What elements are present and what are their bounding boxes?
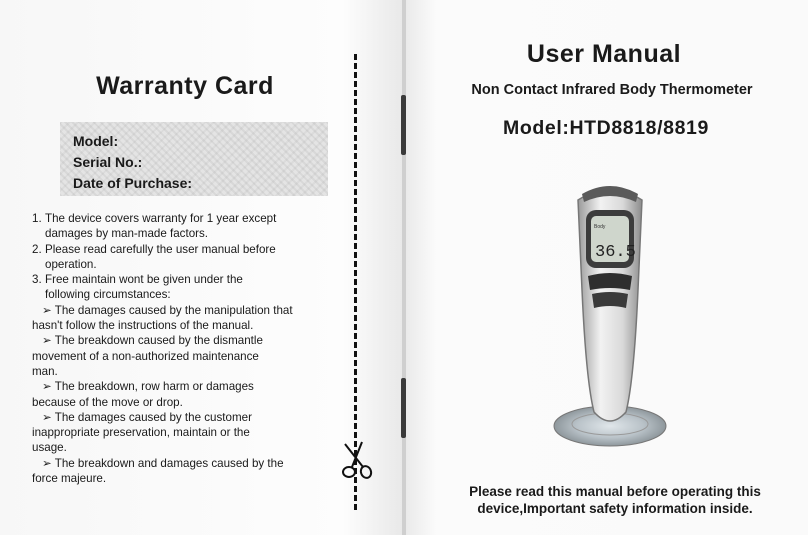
circumstance-item: ➢ The breakdown caused by the dismantle movement of a non-authorized maintenance man. [32, 334, 263, 378]
lcd-reading: 36.5 [595, 243, 636, 262]
circumstance-item: ➢ The damages caused by the customer inappropriate preservation, maintain or the usage. [32, 410, 252, 455]
circumstance-item: ➢ The damages caused by the manipulation that hasn't follow the instructions of the manual. [32, 303, 293, 333]
bullet-arrow-icon: ➢ [42, 303, 52, 317]
scissors-icon [340, 438, 374, 482]
circumstance-item: ➢ The breakdown, row harm or damages because of the move or drop. [32, 380, 254, 409]
safety-notice: Please read this manual before operating this device,Important safety information inside. [469, 484, 761, 516]
warranty-title: Warranty Card [96, 72, 274, 100]
book-spine [402, 0, 406, 535]
spine-staple [401, 378, 406, 438]
serial-field-label: Serial No.: [73, 154, 143, 170]
spine-staple [401, 95, 406, 155]
bullet-arrow-icon: ➢ [42, 334, 52, 348]
thermometer-image [548, 180, 678, 462]
term-item: 3. Free maintain wont be given under the following circumstances: [32, 273, 243, 302]
user-manual-title: User Manual [526, 40, 682, 68]
model-number: Model:HTD8818/8819 [503, 117, 709, 139]
lcd-mode-label: Body [594, 224, 606, 230]
term-item: 2. Please read carefully the user manual before operation. [32, 242, 276, 271]
warranty-terms [32, 211, 332, 486]
circumstance-item: ➢ The breakdown and damages caused by the force majeure. [32, 456, 284, 486]
bullet-arrow-icon: ➢ [42, 380, 52, 394]
term-item: 1. The device covers warranty for 1 year except damages by man-made factors. [32, 212, 277, 241]
model-field-label: Model: [73, 133, 119, 149]
bullet-arrow-icon: ➢ [42, 410, 52, 424]
product-subtitle: Non Contact Infrared Body Thermometer [471, 82, 753, 98]
bullet-arrow-icon: ➢ [42, 456, 52, 470]
purchase-date-field-label: Date of Purchase: [73, 175, 193, 191]
